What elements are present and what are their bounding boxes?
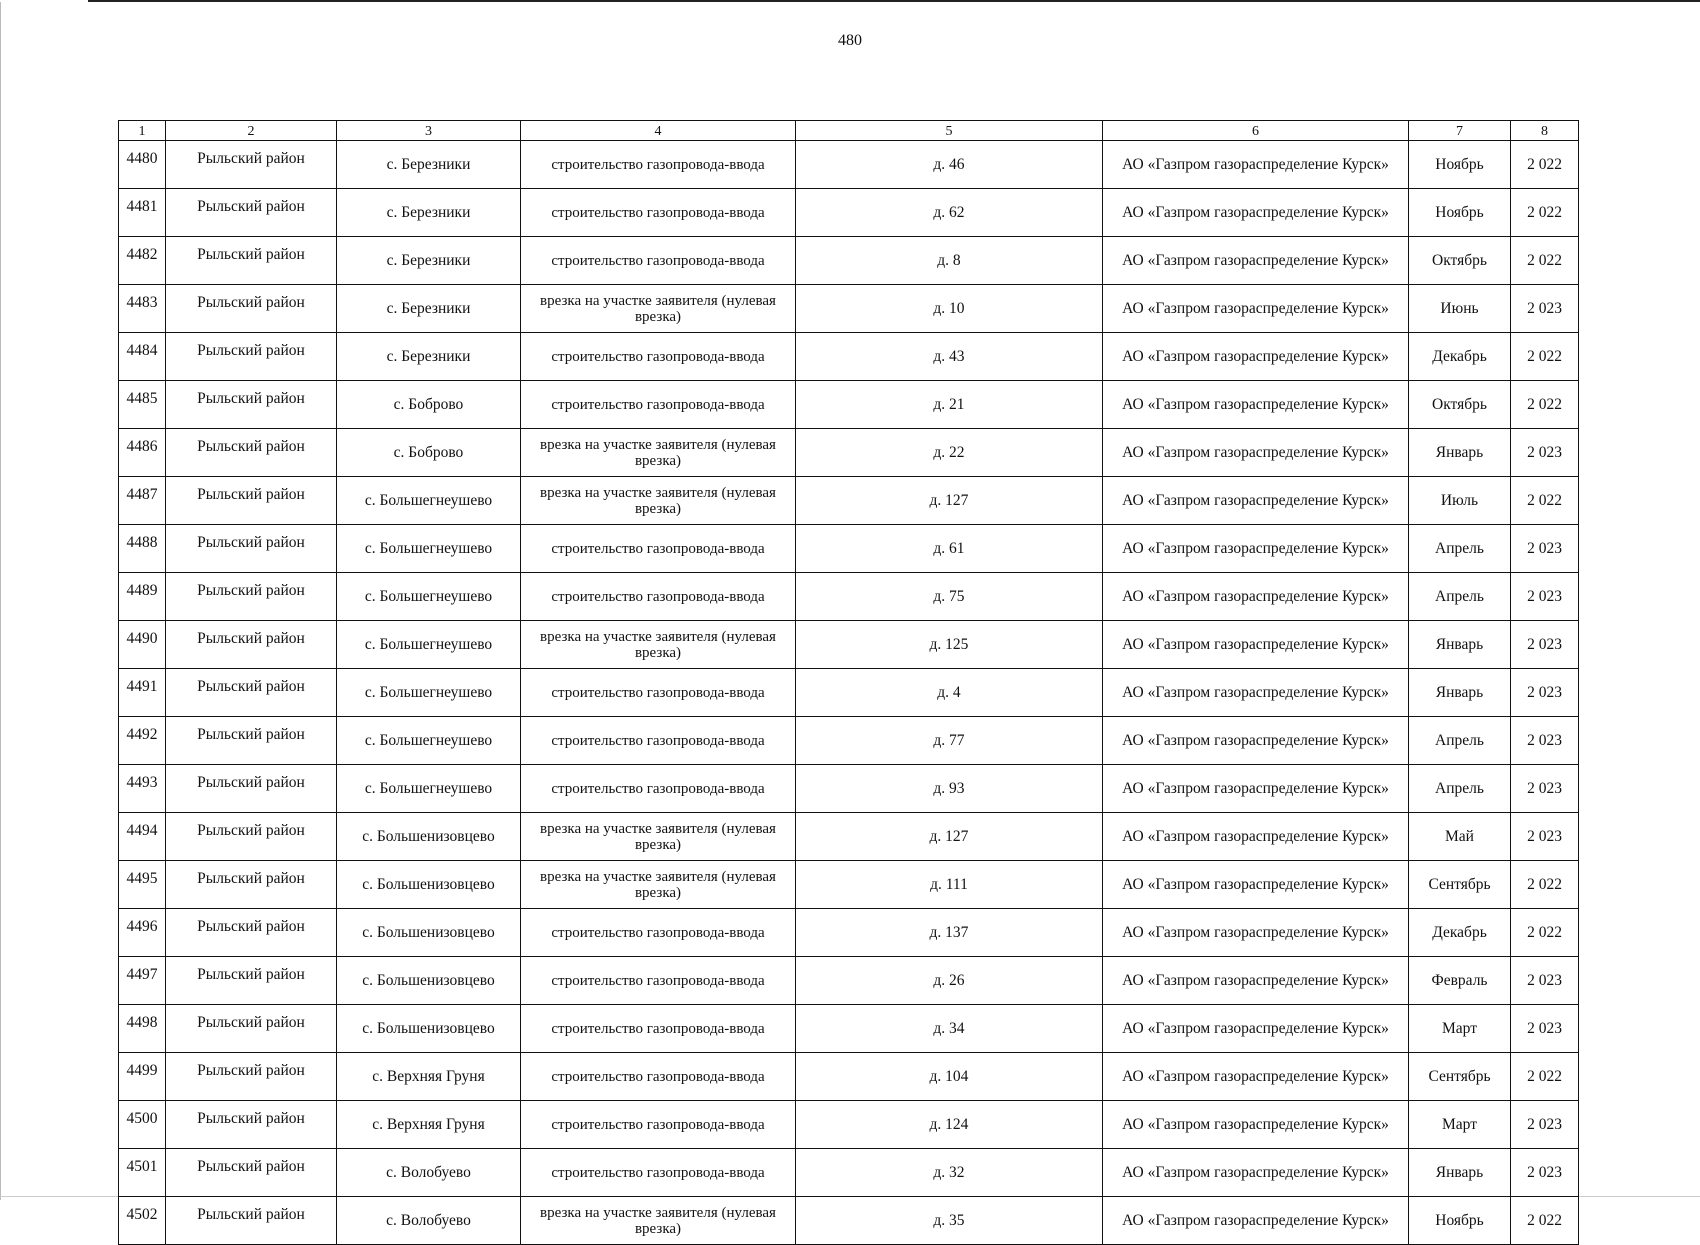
settlement-cell: с. Большегнеушево [337,621,521,669]
house-number-cell: д. 125 [796,621,1103,669]
row-number-cell: 4484 [119,333,166,381]
settlement-cell: с. Верхняя Груня [337,1101,521,1149]
house-number-cell: д. 21 [796,381,1103,429]
table-row [119,237,1579,285]
month-cell: Апрель [1409,525,1511,573]
work-type-cell: строительство газопровода-ввода [521,957,796,1005]
year-cell: 2 023 [1511,1149,1579,1197]
district-cell: Рыльский район [166,765,337,813]
table-row [119,1101,1579,1149]
row-number-cell: 4500 [119,1101,166,1149]
house-number-cell: д. 8 [796,237,1103,285]
month-cell: Декабрь [1409,333,1511,381]
settlement-cell: с. Волобуево [337,1149,521,1197]
table-row [119,909,1579,957]
district-cell: Рыльский район [166,909,337,957]
row-number-cell: 4486 [119,429,166,477]
settlement-cell: с. Боброво [337,429,521,477]
work-type-cell: строительство газопровода-ввода [521,333,796,381]
row-number-cell: 4488 [119,525,166,573]
row-number-cell: 4497 [119,957,166,1005]
month-cell: Сентябрь [1409,861,1511,909]
column-header: 4 [521,121,796,141]
house-number-cell: д. 62 [796,189,1103,237]
settlement-cell: с. Березники [337,285,521,333]
organization-cell: АО «Газпром газораспределение Курск» [1103,477,1409,525]
year-cell: 2 023 [1511,429,1579,477]
work-type-cell: строительство газопровода-ввода [521,381,796,429]
month-cell: Февраль [1409,957,1511,1005]
year-cell: 2 022 [1511,189,1579,237]
row-number-cell: 4499 [119,1053,166,1101]
year-cell: 2 023 [1511,669,1579,717]
column-header: 3 [337,121,521,141]
month-cell: Январь [1409,1149,1511,1197]
row-number-cell: 4489 [119,573,166,621]
district-cell: Рыльский район [166,1101,337,1149]
district-cell: Рыльский район [166,813,337,861]
month-cell: Ноябрь [1409,141,1511,189]
settlement-cell: с. Большегнеушево [337,525,521,573]
organization-cell: АО «Газпром газораспределение Курск» [1103,1053,1409,1101]
work-type-cell: строительство газопровода-ввода [521,237,796,285]
district-cell: Рыльский район [166,669,337,717]
month-cell: Январь [1409,669,1511,717]
settlement-cell: с. Большенизовцево [337,813,521,861]
house-number-cell: д. 77 [796,717,1103,765]
house-number-cell: д. 43 [796,333,1103,381]
district-cell: Рыльский район [166,1149,337,1197]
month-cell: Январь [1409,429,1511,477]
organization-cell: АО «Газпром газораспределение Курск» [1103,237,1409,285]
year-cell: 2 022 [1511,861,1579,909]
row-number-cell: 4481 [119,189,166,237]
settlement-cell: с. Большенизовцево [337,909,521,957]
settlement-cell: с. Большегнеушево [337,717,521,765]
house-number-cell: д. 127 [796,813,1103,861]
district-cell: Рыльский район [166,285,337,333]
organization-cell: АО «Газпром газораспределение Курск» [1103,1197,1409,1245]
year-cell: 2 023 [1511,1005,1579,1053]
settlement-cell: с. Большегнеушево [337,765,521,813]
settlement-cell: с. Большенизовцево [337,861,521,909]
month-cell: Апрель [1409,765,1511,813]
house-number-cell: д. 137 [796,909,1103,957]
year-cell: 2 023 [1511,621,1579,669]
house-number-cell: д. 75 [796,573,1103,621]
row-number-cell: 4487 [119,477,166,525]
district-cell: Рыльский район [166,717,337,765]
page-top-border [88,0,1700,2]
year-cell: 2 022 [1511,333,1579,381]
settlement-cell: с. Большенизовцево [337,1005,521,1053]
row-number-cell: 4483 [119,285,166,333]
work-type-cell: врезка на участке заявителя (нулевая врезка) [521,861,796,909]
column-header: 2 [166,121,337,141]
month-cell: Март [1409,1101,1511,1149]
table-row [119,573,1579,621]
month-cell: Сентябрь [1409,1053,1511,1101]
gas-connection-table [118,120,1579,1245]
work-type-cell: строительство газопровода-ввода [521,1149,796,1197]
organization-cell: АО «Газпром газораспределение Курск» [1103,189,1409,237]
district-cell: Рыльский район [166,861,337,909]
organization-cell: АО «Газпром газораспределение Курск» [1103,861,1409,909]
month-cell: Апрель [1409,573,1511,621]
table-row [119,429,1579,477]
table-row [119,333,1579,381]
district-cell: Рыльский район [166,333,337,381]
organization-cell: АО «Газпром газораспределение Курск» [1103,141,1409,189]
organization-cell: АО «Газпром газораспределение Курск» [1103,957,1409,1005]
work-type-cell: строительство газопровода-ввода [521,765,796,813]
table-row [119,813,1579,861]
settlement-cell: с. Большенизовцево [337,957,521,1005]
row-number-cell: 4495 [119,861,166,909]
work-type-cell: врезка на участке заявителя (нулевая врезка) [521,285,796,333]
organization-cell: АО «Газпром газораспределение Курск» [1103,621,1409,669]
work-type-cell: строительство газопровода-ввода [521,909,796,957]
month-cell: Октябрь [1409,381,1511,429]
month-cell: Март [1409,1005,1511,1053]
month-cell: Декабрь [1409,909,1511,957]
year-cell: 2 023 [1511,1101,1579,1149]
work-type-cell: строительство газопровода-ввода [521,189,796,237]
row-number-cell: 4482 [119,237,166,285]
organization-cell: АО «Газпром газораспределение Курск» [1103,813,1409,861]
row-number-cell: 4501 [119,1149,166,1197]
table-row [119,285,1579,333]
table-row [119,1053,1579,1101]
house-number-cell: д. 26 [796,957,1103,1005]
table-row [119,861,1579,909]
row-number-cell: 4502 [119,1197,166,1245]
settlement-cell: с. Верхняя Груня [337,1053,521,1101]
organization-cell: АО «Газпром газораспределение Курск» [1103,429,1409,477]
column-header: 7 [1409,121,1511,141]
settlement-cell: с. Боброво [337,381,521,429]
settlement-cell: с. Большегнеушево [337,477,521,525]
year-cell: 2 023 [1511,525,1579,573]
organization-cell: АО «Газпром газораспределение Курск» [1103,1101,1409,1149]
gas-connection-table-container [118,120,1578,1245]
month-cell: Июнь [1409,285,1511,333]
settlement-cell: с. Большегнеушево [337,573,521,621]
row-number-cell: 4492 [119,717,166,765]
table-row [119,381,1579,429]
table-row [119,1149,1579,1197]
table-row [119,525,1579,573]
table-row [119,189,1579,237]
table-row [119,1197,1579,1245]
work-type-cell: строительство газопровода-ввода [521,669,796,717]
table-row [119,717,1579,765]
district-cell: Рыльский район [166,621,337,669]
house-number-cell: д. 35 [796,1197,1103,1245]
district-cell: Рыльский район [166,477,337,525]
settlement-cell: с. Березники [337,141,521,189]
work-type-cell: строительство газопровода-ввода [521,717,796,765]
year-cell: 2 023 [1511,717,1579,765]
row-number-cell: 4480 [119,141,166,189]
year-cell: 2 023 [1511,765,1579,813]
page-number: 480 [838,32,862,49]
district-cell: Рыльский район [166,381,337,429]
page-left-edge [0,2,1,1200]
year-cell: 2 022 [1511,381,1579,429]
work-type-cell: строительство газопровода-ввода [521,573,796,621]
settlement-cell: с. Волобуево [337,1197,521,1245]
work-type-cell: строительство газопровода-ввода [521,1005,796,1053]
table-row [119,957,1579,1005]
house-number-cell: д. 93 [796,765,1103,813]
work-type-cell: врезка на участке заявителя (нулевая врезка) [521,429,796,477]
organization-cell: АО «Газпром газораспределение Курск» [1103,717,1409,765]
row-number-cell: 4496 [119,909,166,957]
settlement-cell: с. Березники [337,333,521,381]
work-type-cell: строительство газопровода-ввода [521,1053,796,1101]
row-number-cell: 4498 [119,1005,166,1053]
month-cell: Июль [1409,477,1511,525]
table-row [119,477,1579,525]
house-number-cell: д. 111 [796,861,1103,909]
work-type-cell: строительство газопровода-ввода [521,525,796,573]
table-row [119,765,1579,813]
district-cell: Рыльский район [166,525,337,573]
table-row [119,141,1579,189]
house-number-cell: д. 32 [796,1149,1103,1197]
house-number-cell: д. 104 [796,1053,1103,1101]
year-cell: 2 022 [1511,909,1579,957]
column-header: 8 [1511,121,1579,141]
organization-cell: АО «Газпром газораспределение Курск» [1103,909,1409,957]
table-header-row [119,121,1579,141]
month-cell: Октябрь [1409,237,1511,285]
month-cell: Ноябрь [1409,189,1511,237]
row-number-cell: 4491 [119,669,166,717]
house-number-cell: д. 127 [796,477,1103,525]
month-cell: Ноябрь [1409,1197,1511,1245]
month-cell: Май [1409,813,1511,861]
settlement-cell: с. Березники [337,189,521,237]
row-number-cell: 4493 [119,765,166,813]
district-cell: Рыльский район [166,189,337,237]
year-cell: 2 022 [1511,477,1579,525]
year-cell: 2 023 [1511,957,1579,1005]
table-row [119,621,1579,669]
row-number-cell: 4490 [119,621,166,669]
house-number-cell: д. 10 [796,285,1103,333]
work-type-cell: врезка на участке заявителя (нулевая врезка) [521,1197,796,1245]
house-number-cell: д. 46 [796,141,1103,189]
settlement-cell: с. Большегнеушево [337,669,521,717]
house-number-cell: д. 22 [796,429,1103,477]
organization-cell: АО «Газпром газораспределение Курск» [1103,1149,1409,1197]
work-type-cell: врезка на участке заявителя (нулевая врезка) [521,621,796,669]
column-header: 6 [1103,121,1409,141]
house-number-cell: д. 4 [796,669,1103,717]
table-row [119,669,1579,717]
district-cell: Рыльский район [166,573,337,621]
work-type-cell: врезка на участке заявителя (нулевая врезка) [521,477,796,525]
table-body [119,141,1579,1245]
district-cell: Рыльский район [166,1197,337,1245]
district-cell: Рыльский район [166,141,337,189]
work-type-cell: строительство газопровода-ввода [521,1101,796,1149]
column-header: 1 [119,121,166,141]
column-header: 5 [796,121,1103,141]
district-cell: Рыльский район [166,957,337,1005]
district-cell: Рыльский район [166,1053,337,1101]
organization-cell: АО «Газпром газораспределение Курск» [1103,333,1409,381]
house-number-cell: д. 124 [796,1101,1103,1149]
year-cell: 2 023 [1511,573,1579,621]
organization-cell: АО «Газпром газораспределение Курск» [1103,525,1409,573]
table-row [119,1005,1579,1053]
year-cell: 2 023 [1511,813,1579,861]
district-cell: Рыльский район [166,1005,337,1053]
year-cell: 2 022 [1511,237,1579,285]
row-number-cell: 4485 [119,381,166,429]
house-number-cell: д. 34 [796,1005,1103,1053]
organization-cell: АО «Газпром газораспределение Курск» [1103,381,1409,429]
settlement-cell: с. Березники [337,237,521,285]
work-type-cell: врезка на участке заявителя (нулевая врезка) [521,813,796,861]
organization-cell: АО «Газпром газораспределение Курск» [1103,285,1409,333]
row-number-cell: 4494 [119,813,166,861]
year-cell: 2 022 [1511,1197,1579,1245]
house-number-cell: д. 61 [796,525,1103,573]
district-cell: Рыльский район [166,429,337,477]
year-cell: 2 023 [1511,285,1579,333]
organization-cell: АО «Газпром газораспределение Курск» [1103,669,1409,717]
month-cell: Январь [1409,621,1511,669]
month-cell: Апрель [1409,717,1511,765]
year-cell: 2 022 [1511,1053,1579,1101]
organization-cell: АО «Газпром газораспределение Курск» [1103,1005,1409,1053]
organization-cell: АО «Газпром газораспределение Курск» [1103,765,1409,813]
work-type-cell: строительство газопровода-ввода [521,141,796,189]
organization-cell: АО «Газпром газораспределение Курск» [1103,573,1409,621]
district-cell: Рыльский район [166,237,337,285]
year-cell: 2 022 [1511,141,1579,189]
